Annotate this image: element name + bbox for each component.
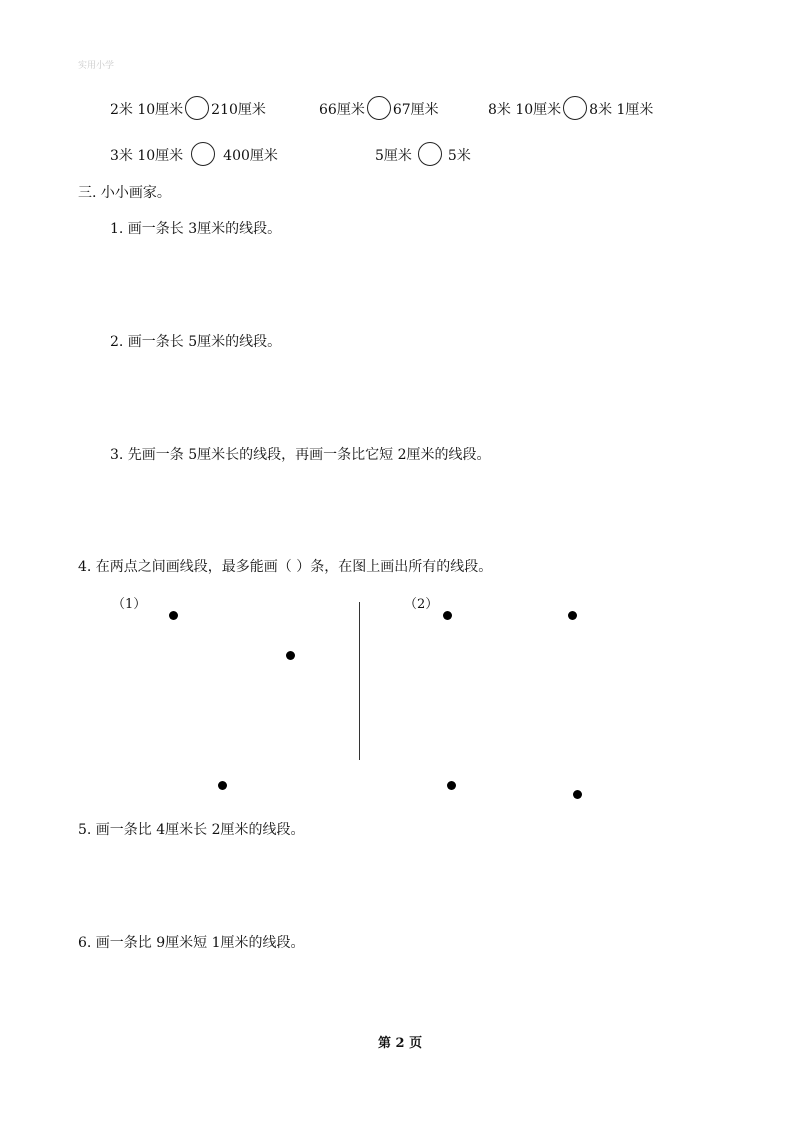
- compare-circle-input[interactable]: [185, 96, 209, 120]
- comparison-right: 5米: [447, 148, 471, 164]
- comparison-left: 8米 10厘米: [488, 102, 562, 118]
- comparison-row-1b: [319, 98, 439, 122]
- page-number: 第 2 页: [378, 1036, 423, 1051]
- question-4: 4. 在两点之间画线段，最多能画（ ）条，在图上画出所有的线段。: [78, 559, 493, 575]
- question-1: 1. 画一条长 3厘米的线段。: [110, 221, 282, 237]
- comparison-right: 8米 1厘米: [589, 102, 654, 118]
- figure-2-label: （2）: [404, 597, 439, 612]
- question-3: 3. 先画一条 5厘米长的线段，再画一条比它短 2厘米的线段。: [110, 447, 491, 463]
- comparison-left: 3米 10厘米: [110, 148, 184, 164]
- point-dot[interactable]: [573, 790, 582, 799]
- comparison-left: 2米 10厘米: [110, 102, 184, 118]
- comparison-row-1: [110, 98, 266, 122]
- comparison-left: 66厘米: [319, 102, 365, 118]
- comparison-row-2b: [375, 144, 471, 168]
- comparison-right: 67厘米: [392, 102, 439, 118]
- point-dot[interactable]: [169, 611, 178, 620]
- comparison-row-1c: [488, 98, 653, 122]
- figure-divider: [359, 602, 360, 760]
- point-dot[interactable]: [447, 781, 456, 790]
- compare-circle-input[interactable]: [367, 96, 391, 120]
- question-2: 2. 画一条长 5厘米的线段。: [110, 334, 282, 350]
- section-heading: 三. 小小画家。: [78, 185, 171, 201]
- point-dot[interactable]: [568, 611, 577, 620]
- point-dot[interactable]: [286, 651, 295, 660]
- figure-1-label: （1）: [112, 597, 147, 612]
- watermark: 实用小学: [78, 61, 115, 71]
- comparison-row-2: [110, 144, 278, 168]
- point-dot[interactable]: [443, 611, 452, 620]
- comparison-left: 5厘米: [375, 148, 412, 164]
- question-6: 6. 画一条比 9厘米短 1厘米的线段。: [78, 935, 305, 951]
- point-dot[interactable]: [218, 781, 227, 790]
- compare-circle-input[interactable]: [563, 96, 587, 120]
- comparison-right: 400厘米: [223, 148, 278, 164]
- compare-circle-input[interactable]: [418, 142, 442, 166]
- compare-circle-input[interactable]: [191, 142, 215, 166]
- question-5: 5. 画一条比 4厘米长 2厘米的线段。: [78, 822, 305, 838]
- comparison-right: 210厘米: [211, 102, 266, 118]
